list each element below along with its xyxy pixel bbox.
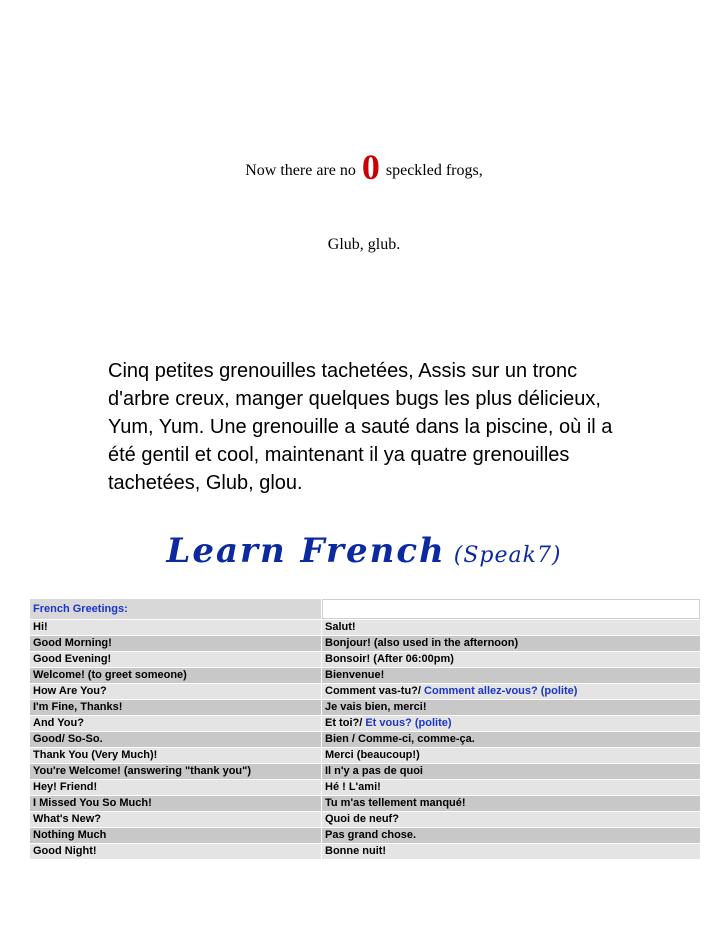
frog-count-number: 0 — [361, 147, 380, 187]
table-header-row — [30, 599, 700, 619]
table-row — [30, 668, 700, 683]
verse-line-2: Glub, glub. — [327, 236, 401, 253]
english-phrase: Hey! Friend! — [30, 780, 321, 795]
table-row — [30, 620, 700, 635]
french-phrase: Hé ! L'ami! — [322, 780, 700, 795]
learn-french-heading — [0, 531, 728, 571]
table-header-blank-cell — [322, 599, 700, 619]
french-greetings-table — [29, 598, 701, 860]
english-phrase: Good Morning! — [30, 636, 321, 651]
heading-sub: (Speak7) — [453, 543, 562, 568]
english-phrase: What's New? — [30, 812, 321, 827]
french-phrase: Bien / Comme-ci, comme-ça. — [322, 732, 700, 747]
french-phrase: Comment vas-tu?/ — [325, 685, 421, 697]
french-phrase: Bonne nuit! — [322, 844, 700, 859]
english-phrase: Good Night! — [30, 844, 321, 859]
french-phrase: Je vais bien, merci! — [322, 700, 700, 715]
english-phrase: And You? — [30, 716, 321, 731]
french-phrase: Bonsoir! (After 06:00pm) — [322, 652, 700, 667]
english-phrase: I'm Fine, Thanks! — [30, 700, 321, 715]
table-row — [30, 796, 700, 811]
english-phrase: You're Welcome! (answering "thank you") — [30, 764, 321, 779]
french-phrase: Merci (beaucoup!) — [322, 748, 700, 763]
table-row — [30, 716, 700, 731]
table-row — [30, 684, 700, 699]
verse-line-1 — [0, 146, 728, 188]
verse-line-1-before: Now there are no — [245, 162, 356, 179]
french-phrase: Bienvenue! — [322, 668, 700, 683]
french-phrase: Tu m'as tellement manqué! — [322, 796, 700, 811]
french-phrase: Quoi de neuf? — [322, 812, 700, 827]
table-row — [30, 828, 700, 843]
table-row — [30, 732, 700, 747]
table-row — [30, 652, 700, 667]
french-phrase: Bonjour! (also used in the afternoon) — [322, 636, 700, 651]
english-phrase: Good Evening! — [30, 652, 321, 667]
english-phrase: Hi! — [30, 620, 321, 635]
english-phrase: Nothing Much — [30, 828, 321, 843]
english-phrase: Thank You (Very Much)! — [30, 748, 321, 763]
table-row — [30, 844, 700, 859]
french-verse-paragraph: Cinq petites grenouilles tachetées, Assis sur un tronc d'arbre creux, manger quelques bugs les plus délicieux, Yum, Yum. Une grenouille a sauté dans la piscine, où il a été gentil et cool, maintenant il ya quatre grenouilles tachetées, Glub, glou. — [108, 360, 613, 494]
english-phrase: Welcome! (to greet someone) — [30, 668, 321, 683]
french-phrase-cell — [322, 684, 700, 699]
french-phrase: Il n'y a pas de quoi — [322, 764, 700, 779]
english-phrase: Good/ So-So. — [30, 732, 321, 747]
french-polite-phrase: Et vous? (polite) — [365, 717, 452, 729]
english-phrase: How Are You? — [30, 684, 321, 699]
french-phrase: Et toi?/ — [325, 717, 363, 729]
french-phrase: Salut! — [322, 620, 700, 635]
english-phrase: I Missed You So Much! — [30, 796, 321, 811]
heading-main: Learn French — [166, 531, 446, 571]
table-row — [30, 636, 700, 651]
table-row — [30, 764, 700, 779]
table-row — [30, 812, 700, 827]
table-header-label: French Greetings: — [30, 599, 321, 619]
table-row — [30, 748, 700, 763]
verse-line-1-after: speckled frogs, — [385, 162, 483, 179]
table-row — [30, 700, 700, 715]
french-polite-phrase: Comment allez-vous? (polite) — [424, 685, 578, 697]
french-phrase: Pas grand chose. — [322, 828, 700, 843]
table-row — [30, 780, 700, 795]
french-phrase-cell — [322, 716, 700, 731]
